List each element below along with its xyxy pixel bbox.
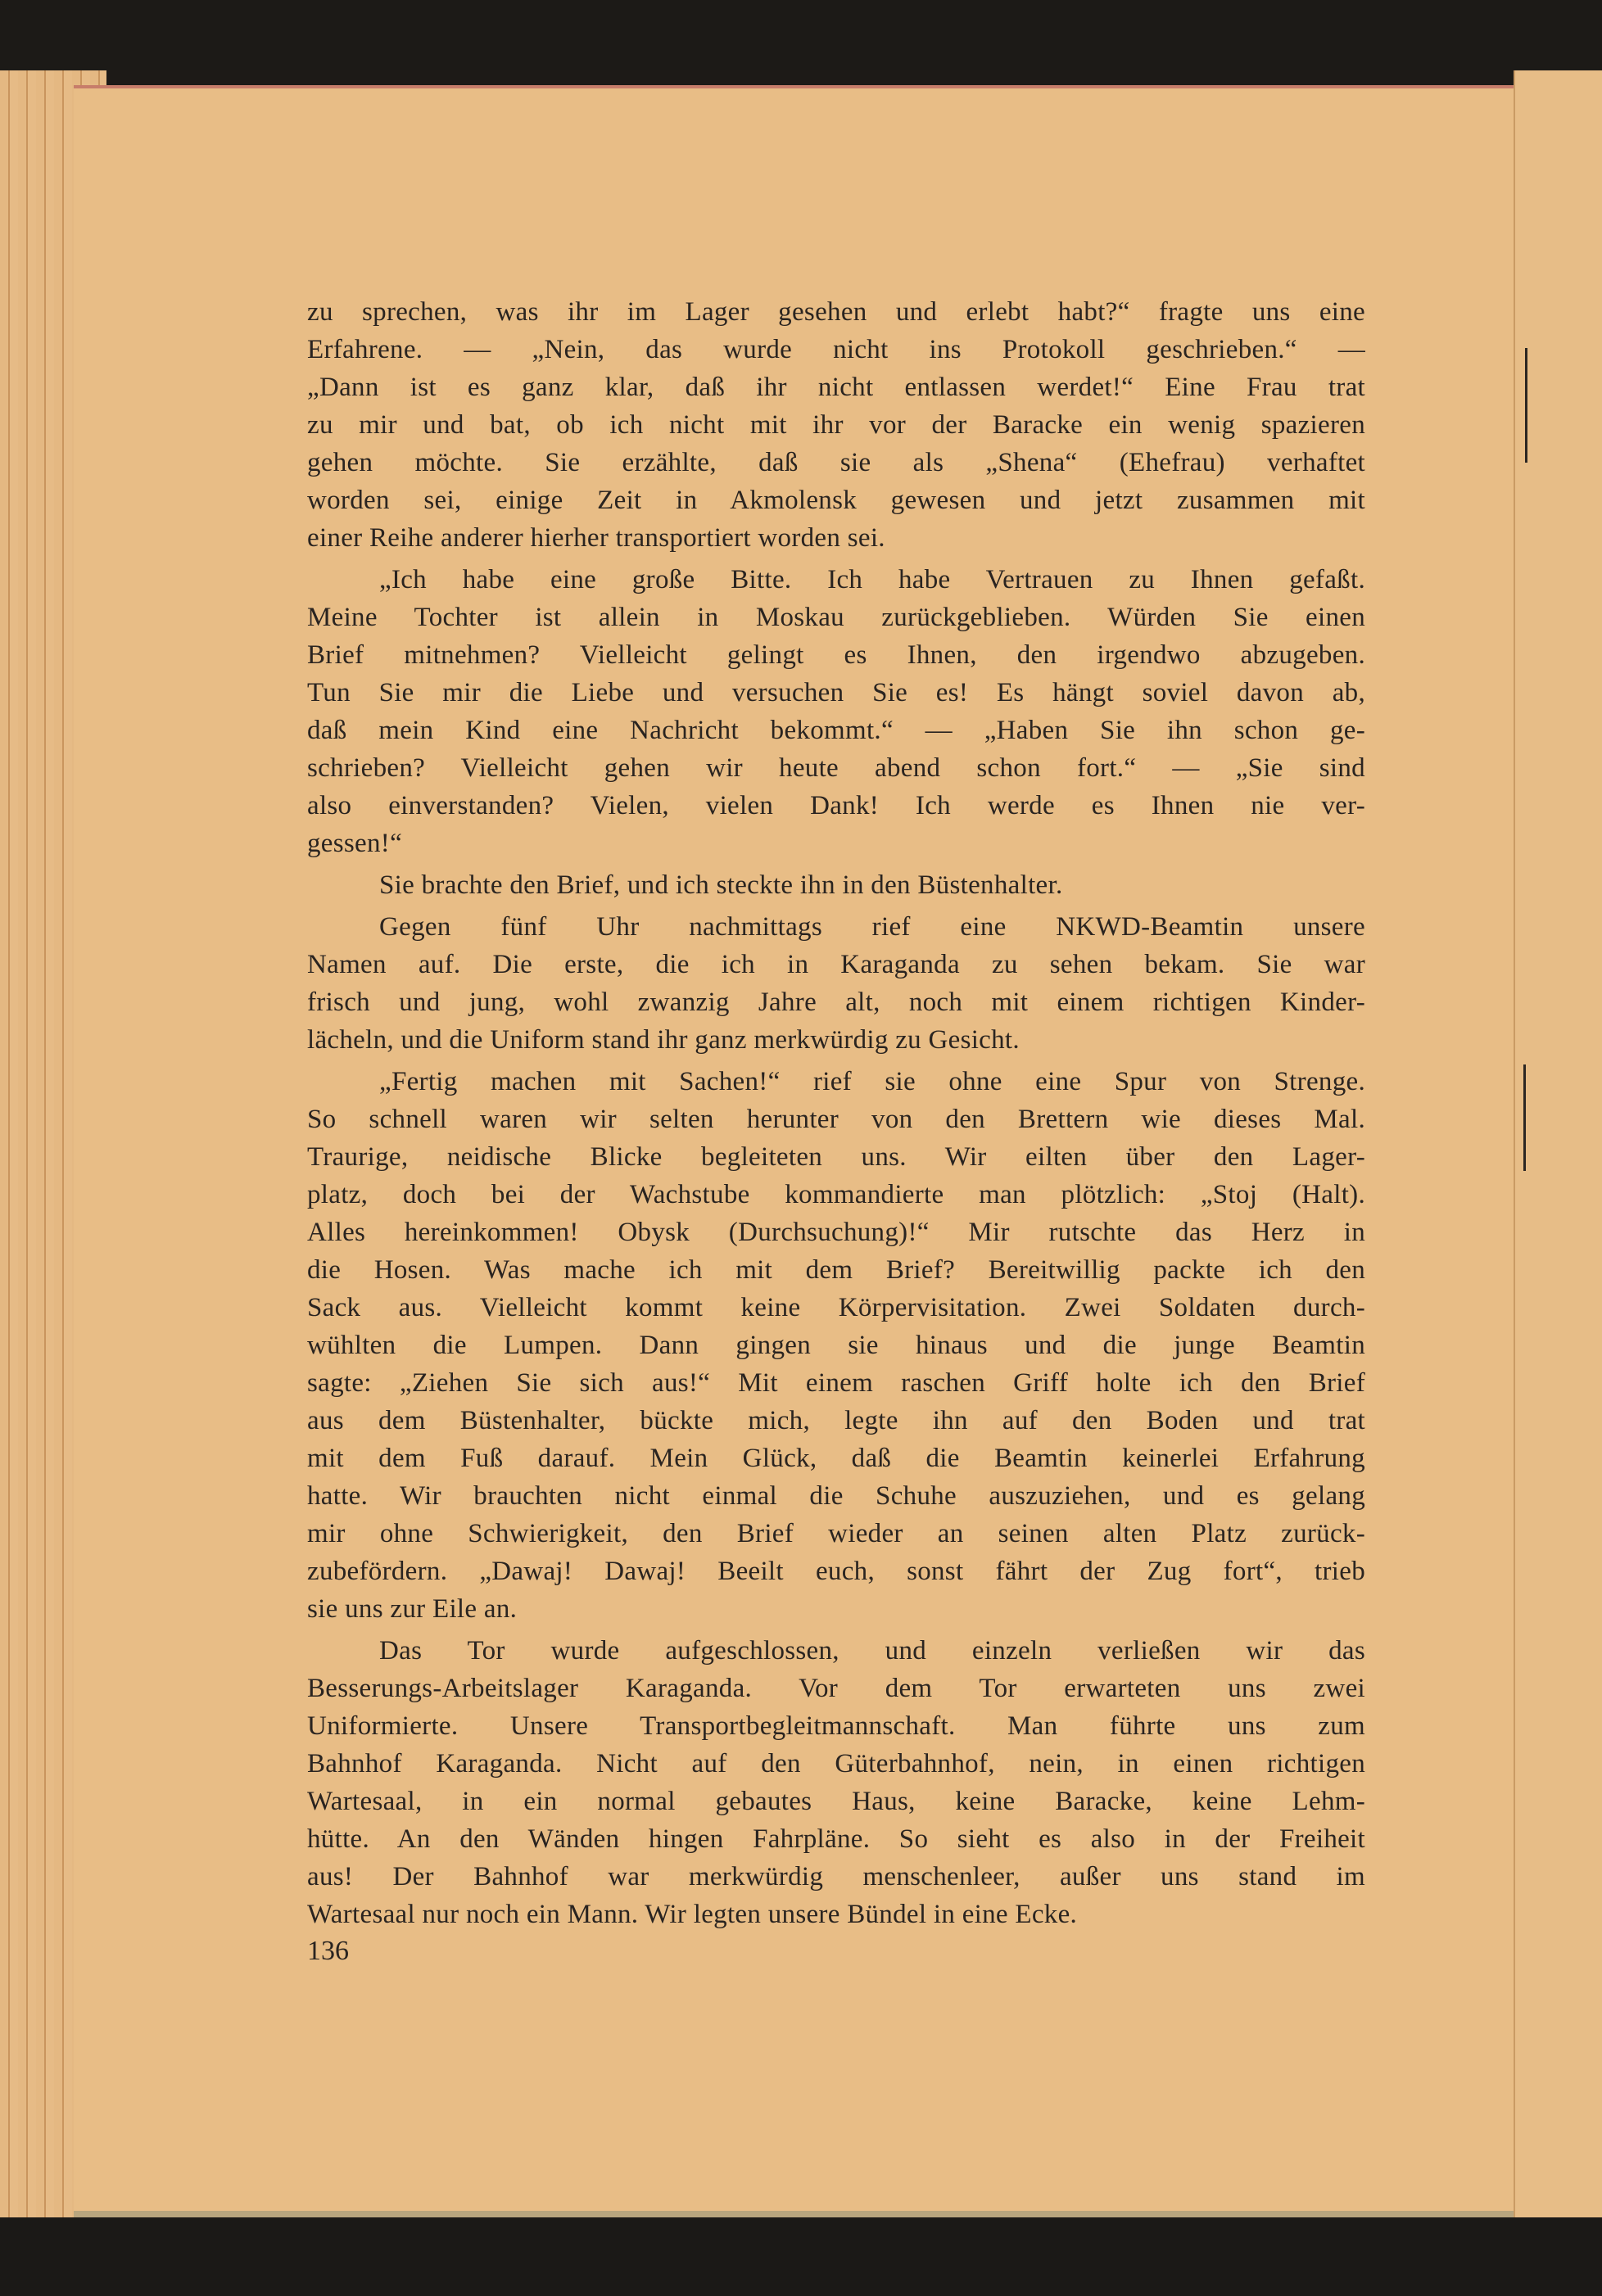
text-line: die Hosen. Was mache ich mit dem Brief? Bereitwillig packte ich den <box>307 1255 1365 1285</box>
text-line: „Dann ist es ganz klar, daß ihr nicht entlassen werdet!“ Eine Frau trat <box>307 373 1365 402</box>
paragraph <box>307 866 1365 904</box>
text-line: zu mir und bat, ob ich nicht mit ihr vor der Baracke ein wenig spazieren <box>307 410 1365 440</box>
text-line: zubefördern. „Dawaj! Dawaj! Beeilt euch, sonst fährt der Zug fort“, trieb <box>307 1557 1365 1586</box>
paragraph <box>307 293 1365 557</box>
paragraph <box>307 561 1365 862</box>
text-line: also einverstanden? Vielen, vielen Dank! Ich werde es Ihnen nie ver- <box>307 791 1365 820</box>
scan-background-top <box>0 0 1602 70</box>
text-line: Wartesaal nur noch ein Mann. Wir legten unsere Bündel in eine Ecke. <box>307 1900 1078 1929</box>
text-line: mir ohne Schwierigkeit, den Brief wieder an seinen alten Platz zurück- <box>307 1519 1365 1548</box>
text-line: frisch und jung, wohl zwanzig Jahre alt, noch mit einem richtigen Kinder- <box>307 988 1365 1017</box>
text-line: gessen!“ <box>307 829 403 858</box>
text-line: Das Tor wurde aufgeschlossen, und einzeln verließen wir das <box>379 1636 1365 1666</box>
text-line: „Ich habe eine große Bitte. Ich habe Vertrauen zu Ihnen gefaßt. <box>379 565 1365 594</box>
text-line: hütte. An den Wänden hingen Fahrpläne. So sieht es also in der Freiheit <box>307 1824 1365 1854</box>
scan-background-bottom <box>0 2217 1602 2296</box>
text-line: zu sprechen, was ihr im Lager gesehen und erlebt habt?“ fragte uns eine <box>307 297 1365 327</box>
text-line: Uniformierte. Unsere Transportbegleitmannschaft. Man führte uns zum <box>307 1711 1365 1741</box>
margin-mark <box>1523 1064 1526 1171</box>
text-line: einer Reihe anderer hierher transportiert worden sei. <box>307 523 885 553</box>
text-line: aus! Der Bahnhof war merkwürdig menschenleer, außer uns stand im <box>307 1862 1365 1891</box>
text-line: daß mein Kind eine Nachricht bekommt.“ — „Haben Sie ihn schon ge- <box>307 716 1365 745</box>
text-line: mit dem Fuß darauf. Mein Glück, daß die Beamtin keinerlei Erfahrung <box>307 1444 1365 1473</box>
text-line: sie uns zur Eile an. <box>307 1594 518 1624</box>
text-line: Bahnhof Karaganda. Nicht auf den Güterbahnhof, nein, in einen richtigen <box>307 1749 1365 1778</box>
text-line: Meine Tochter ist allein in Moskau zurückgeblieben. Würden Sie einen <box>307 603 1365 632</box>
page-number: 136 <box>307 1936 349 1966</box>
text-line: Wartesaal, in ein normal gebautes Haus, keine Baracke, keine Lehm- <box>307 1787 1365 1816</box>
text-line: Sie brachte den Brief, und ich steckte ihn in den Büstenhalter. <box>379 870 1063 900</box>
paragraph <box>307 908 1365 1059</box>
text-line: gehen möchte. Sie erzählte, daß sie als „Shena“ (Ehefrau) verhaftet <box>307 448 1365 477</box>
text-line: Alles hereinkommen! Obysk (Durchsuchung)!“ Mir rutschte das Herz in <box>307 1218 1365 1247</box>
text-line: „Fertig machen mit Sachen!“ rief sie ohne eine Spur von Strenge. <box>379 1067 1365 1096</box>
margin-mark <box>1525 348 1527 463</box>
text-line: platz, doch bei der Wachstube kommandierte man plötzlich: „Stoj (Halt). <box>307 1180 1365 1209</box>
text-line: Traurige, neidische Blicke begleiteten uns. Wir eilten über den Lager- <box>307 1142 1365 1172</box>
text-line: Besserungs-Arbeitslager Karaganda. Vor dem Tor erwarteten uns zwei <box>307 1674 1365 1703</box>
text-line: Sack aus. Vielleicht kommt keine Körpervisitation. Zwei Soldaten durch- <box>307 1293 1365 1322</box>
body-text <box>307 293 1365 1933</box>
paragraph <box>307 1063 1365 1628</box>
text-line: Gegen fünf Uhr nachmittags rief eine NKWD-Beamtin unsere <box>379 912 1365 942</box>
text-line: Namen auf. Die erste, die ich in Karaganda zu sehen bekam. Sie war <box>307 950 1365 979</box>
text-line: sagte: „Ziehen Sie sich aus!“ Mit einem raschen Griff holte ich den Brief <box>307 1368 1365 1398</box>
text-line: wühlten die Lumpen. Dann gingen sie hinaus und die junge Beamtin <box>307 1331 1365 1360</box>
text-line: lächeln, und die Uniform stand ihr ganz merkwürdig zu Gesicht. <box>307 1025 1020 1055</box>
text-line: Brief mitnehmen? Vielleicht gelingt es Ihnen, den irgendwo abzugeben. <box>307 640 1365 670</box>
text-line: schrieben? Vielleicht gehen wir heute abend schon fort.“ — „Sie sind <box>307 753 1365 783</box>
text-line: Tun Sie mir die Liebe und versuchen Sie es! Es hängt soviel davon ab, <box>307 678 1365 707</box>
text-line: Erfahrene. — „Nein, das wurde nicht ins Protokoll geschrieben.“ — <box>307 335 1365 364</box>
paragraph <box>307 1632 1365 1933</box>
text-line: worden sei, einige Zeit in Akmolensk gewesen und jetzt zusammen mit <box>307 486 1365 515</box>
text-line: aus dem Büstenhalter, bückte mich, legte ihn auf den Boden und trat <box>307 1406 1365 1435</box>
text-line: So schnell waren wir selten herunter von den Brettern wie dieses Mal. <box>307 1105 1365 1134</box>
text-line: hatte. Wir brauchten nicht einmal die Schuhe auszuziehen, und es gelang <box>307 1481 1365 1511</box>
